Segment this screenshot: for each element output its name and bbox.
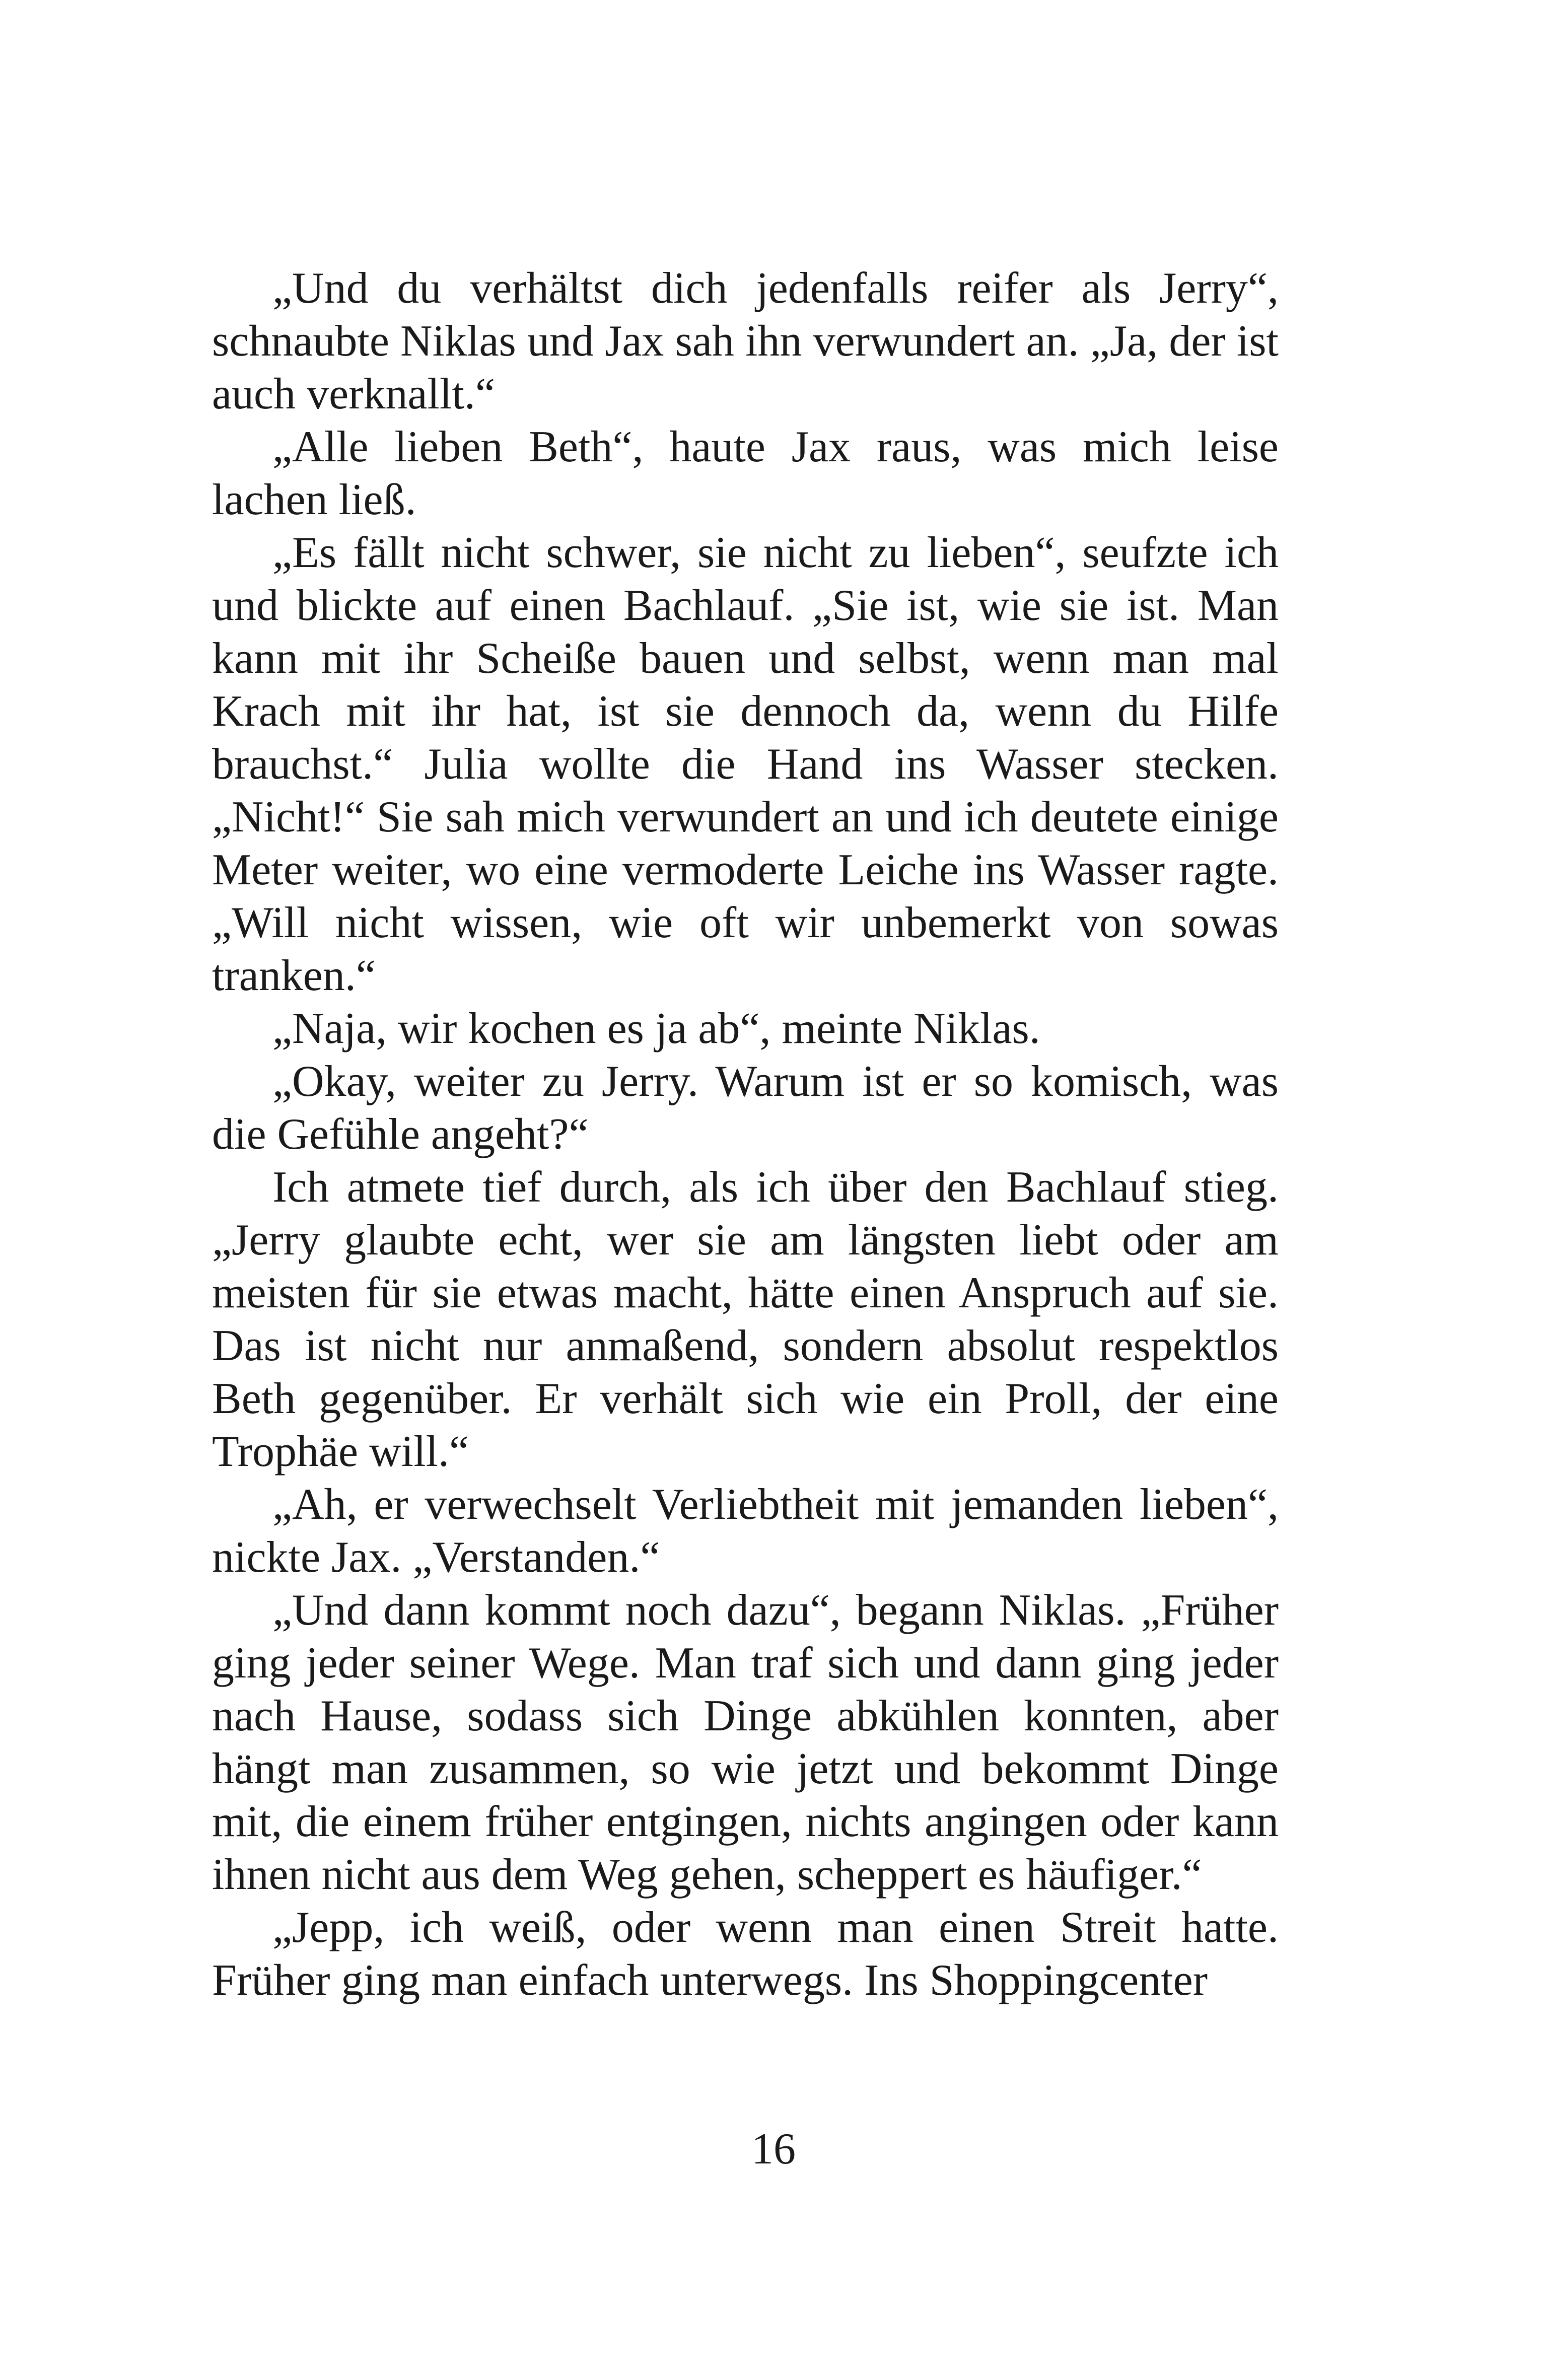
paragraph: „Naja, wir kochen es ja ab“, meinte Niklas. <box>272 1004 1040 1053</box>
paragraph: „Und dann kommt noch dazu“, begann Niklas. „Früher ging jeder seiner Wege. Man traf sich und dann ging jeder nach Hause, sodass sich Dinge abkühlen konnten, aber hängt man zusammen, so wie jetzt und bekommt Dinge mit, die einem früher entgingen, nichts angingen oder kann ihnen nicht aus dem Weg gehen, scheppert es häufiger.“ <box>212 1586 1279 1899</box>
paragraph: „Es fällt nicht schwer, sie nicht zu lieben“, seufzte ich und blickte auf einen Bachlauf. „Sie ist, wie sie ist. Man kann mit ihr Scheiße bauen und selbst, wenn man mal Krach mit ihr hat, ist sie dennoch da, wenn du Hilfe brauchst.“ Julia wollte die Hand ins Wasser stecken. „Nicht!“ Sie sah mich verwundert an und ich deutete einige Meter weiter, wo eine vermoderte Leiche ins Wasser ragte. „Will nicht wissen, wie oft wir unbemerkt von sowas tranken.“ <box>212 528 1279 1000</box>
paragraph: „Und du verhältst dich jedenfalls reifer als Jerry“, schnaubte Niklas und Jax sah ihn verwundert an. „Ja, der ist auch verknallt.“ <box>212 264 1279 418</box>
paragraph: „Ah, er verwechselt Verliebtheit mit jemanden lieben“, nickte Jax. „Verstanden.“ <box>212 1480 1279 1582</box>
paragraph: „Jepp, ich weiß, oder wenn man einen Streit hatte. Früher ging man einfach unterwegs. Ins Shoppingcenter <box>212 1903 1279 2005</box>
body-text <box>212 262 1279 2007</box>
paragraph: „Alle lieben Beth“, haute Jax raus, was mich leise lachen ließ. <box>212 423 1279 524</box>
paragraph: Ich atmete tief durch, als ich über den Bachlauf stieg. „Jerry glaubte echt, wer sie am längsten liebt oder am meisten für sie etwas macht, hätte einen Anspruch auf sie. Das ist nicht nur anmaßend, sondern absolut respektlos Beth gegenüber. Er verhält sich wie ein Proll, der eine Trophäe will.“ <box>212 1163 1279 1476</box>
paragraph: „Okay, weiter zu Jerry. Warum ist er so komisch, was die Gefühle angeht?“ <box>212 1057 1279 1159</box>
page-number: 16 <box>751 2125 796 2174</box>
